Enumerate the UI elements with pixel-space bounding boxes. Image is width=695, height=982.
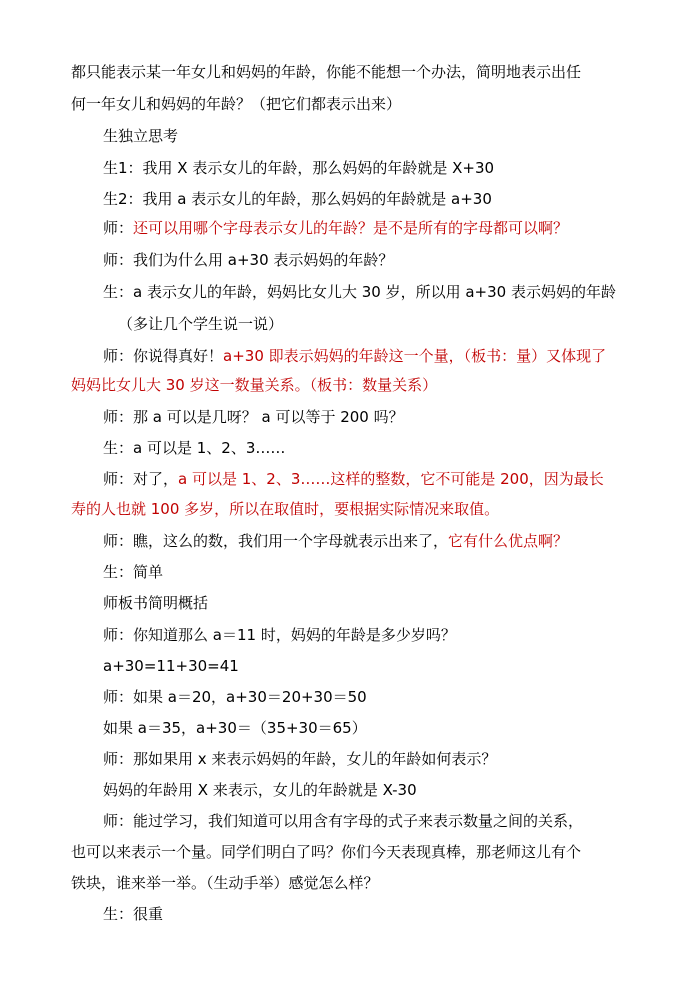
paragraph-line: 师：那 a 可以是几呀？ a 可以等于 200 吗？ [103, 408, 404, 426]
paragraph-line: 师：我们为什么用 a+30 表示妈妈的年龄？ [103, 251, 394, 269]
paragraph-line: 师：那如果用 x 来表示妈妈的年龄，女儿的年龄如何表示？ [103, 750, 497, 768]
paragraph-line: 铁块，谁来举一举。（生动手举）感觉怎么样？ [71, 874, 379, 892]
speaker-prefix: 师： [103, 219, 134, 237]
highlighted-text: a+30 即表示妈妈的年龄这一个量，（板书：量）又体现了 [223, 347, 607, 365]
paragraph-line: a+30=11+30=41 [103, 657, 239, 675]
speaker-prefix: 师：你说得真好！ [103, 347, 224, 365]
paragraph-line: 生2：我用 a 表示女儿的年龄，那么妈妈的年龄就是 a+30 [103, 190, 492, 208]
speaker-prefix: 师：对了， [103, 470, 179, 488]
paragraph-line: 生：a 可以是 1、2、3…… [103, 439, 286, 457]
paragraph-line [103, 464, 631, 494]
paragraph-line [103, 341, 631, 371]
paragraph-line: 也可以来表示一个量。同学们明白了吗？你们今天表现真棒，那老师这儿有个 [71, 843, 582, 861]
paragraph-line: 师：你知道那么 a＝11 时，妈妈的年龄是多少岁吗？ [103, 626, 456, 644]
highlighted-text: a 可以是 1、2、3……这样的整数，它不可能是 200，因为最长 [178, 470, 604, 488]
paragraph-line: 妈妈的年龄用 X 来表示，女儿的年龄就是 X-30 [103, 781, 417, 799]
paragraph-line: 生：简单 [103, 563, 164, 581]
paragraph-line: 师板书简明概括 [103, 594, 209, 612]
paragraph-line [71, 494, 631, 524]
paragraph-line [103, 526, 631, 556]
paragraph-line: 生：很重 [103, 905, 164, 923]
paragraph-line: 生1：我用 X 表示女儿的年龄，那么妈妈的年龄就是 X+30 [103, 159, 495, 177]
highlighted-text: 还可以用哪个字母表示女儿的年龄？是不是所有的字母都可以啊？ [133, 219, 569, 237]
speaker-prefix: 师：瞧，这么的数，我们用一个字母就表示出来了， [103, 532, 449, 550]
paragraph-line: （多让几个学生说一说） [118, 315, 284, 333]
paragraph-line: 生独立思考 [103, 127, 179, 145]
paragraph-line: 师：如果 a＝20，a+30＝20+30＝50 [103, 688, 367, 706]
highlighted-text: 寿的人也就 100 多岁，所以在取值时，要根据实际情况来取值。 [71, 500, 500, 518]
paragraph-line [71, 370, 631, 400]
paragraph-line [103, 213, 631, 243]
paragraph-line: 生：a 表示女儿的年龄，妈妈比女儿大 30 岁，所以用 a+30 表示妈妈的年龄 [103, 283, 616, 301]
paragraph-line: 都只能表示某一年女儿和妈妈的年龄，你能不能想一个办法，简明地表示出任 [71, 63, 582, 81]
highlighted-text: 它有什么优点啊？ [448, 532, 569, 550]
highlighted-text: 妈妈比女儿大 30 岁这一数量关系。（板书：数量关系） [71, 376, 438, 394]
paragraph-line: 师：能过学习，我们知道可以用含有字母的式子来表示数量之间的关系， [103, 812, 584, 830]
paragraph-line: 何一年女儿和妈妈的年龄？（把它们都表示出来） [71, 95, 402, 113]
paragraph-line: 如果 a＝35，a+30＝（35+30＝65） [103, 719, 367, 737]
